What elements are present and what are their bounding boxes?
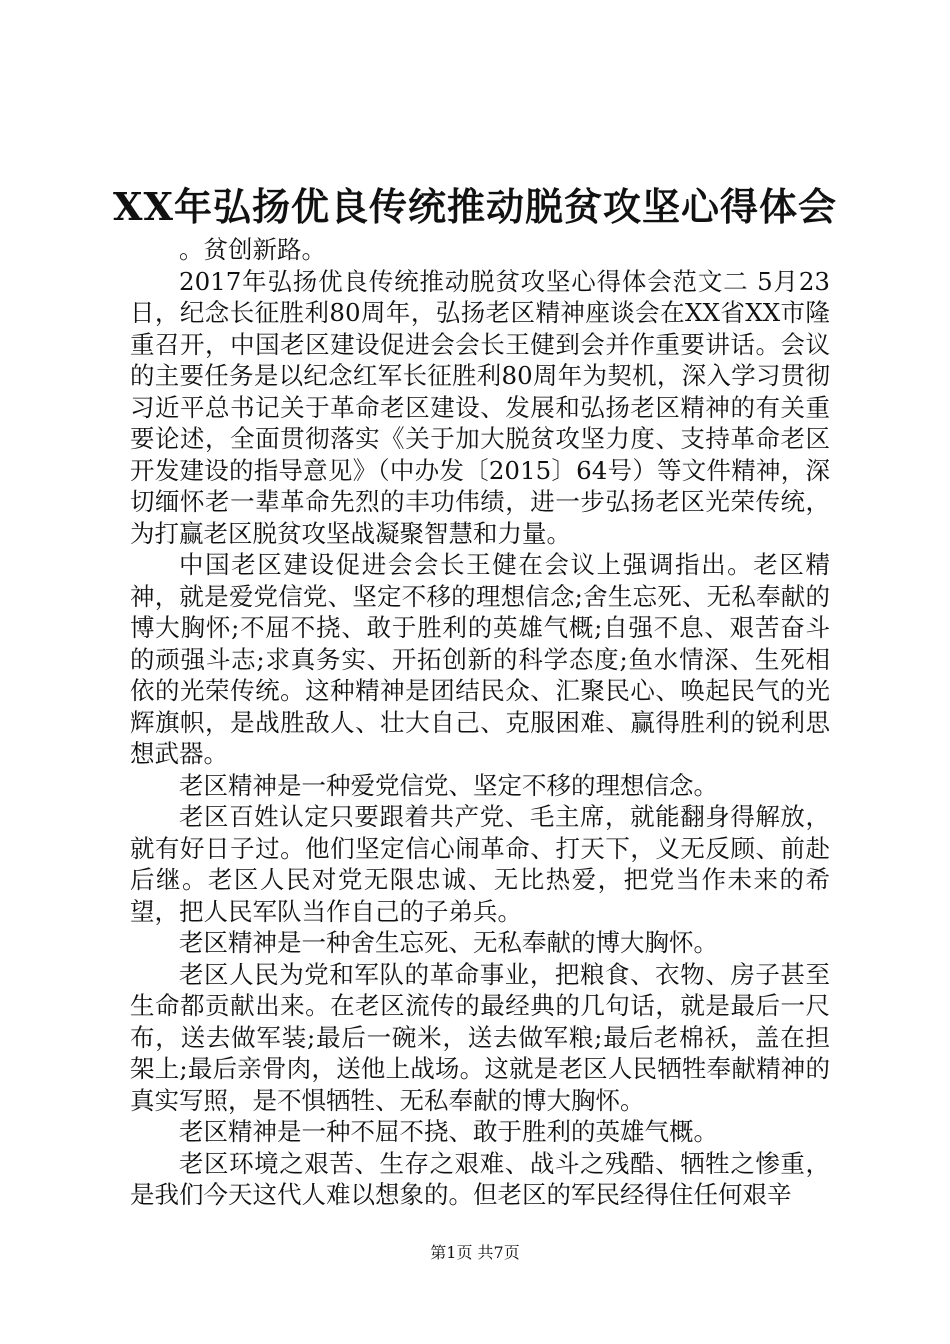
page-number-footer: 第1页 共7页 — [430, 1243, 520, 1262]
paragraph: 2017年弘扬优良传统推动脱贫攻坚心得体会范文二 5月23日，纪念长征胜利80周年，弘扬老区精神座谈会在XX省XX市隆重召开，中国老区建设促进会会长王健到会并作重要讲话。会议的主要任务是以纪念红军长征胜利80周年为契机，深入学习贯彻习近平总书记关于革命老区建设、发展和弘扬老区精神的有关重要论述，全面贯彻落实《关于加大脱贫攻坚力度、支持革命老区开发建设的指导意见》（中办发〔2015〕64号）等文件精神，深切缅怀老一辈革命先烈的丰功伟绩，进一步弘扬老区光荣传统，为打赢老区脱贫攻坚战凝聚智慧和力量。 — [130, 266, 830, 548]
paragraph: 老区百姓认定只要跟着共产党、毛主席，就能翻身得解放，就有好日子过。他们坚定信心闹革命、打天下，义无反顾、前赴后继。老区人民对党无限忠诚、无比热爱，把党当作未来的希望，把人民军队当作自己的子弟兵。 — [130, 802, 830, 926]
paragraph: 。贫创新路。 — [179, 235, 326, 264]
paragraph: 老区人民为党和军队的革命事业，把粮食、衣物、房子甚至生命都贡献出来。在老区流传的最经典的几句话，就是最后一尺布，送去做军装;最后一碗米，送去做军粮;最后老棉袄，盖在担架上;最后亲骨肉，送他上战场。这就是老区人民牺牲奉献精神的真实写照，是不惧牺牲、无私奉献的博大胸怀。 — [130, 959, 830, 1115]
paragraph: 中国老区建设促进会会长王健在会议上强调指出。老区精神，就是爱党信党、坚定不移的理想信念;舍生忘死、无私奉献的博大胸怀;不屈不挠、敢于胜利的英雄气概;自强不息、艰苦奋斗的顽强斗志;求真务实、开拓创新的科学态度;鱼水情深、生死相依的光荣传统。这种精神是团结民众、汇聚民心、唤起民气的光辉旗帜，是战胜敌人、壮大自己、克服困难、赢得胜利的锐利思想武器。 — [130, 550, 830, 768]
paragraph: 老区精神是一种舍生忘死、无私奉献的博大胸怀。 — [179, 928, 718, 957]
paragraph: 老区精神是一种爱党信党、坚定不移的理想信念。 — [179, 770, 718, 800]
document-body — [130, 234, 830, 1211]
document-title: XX年弘扬优良传统推动脱贫攻坚心得体会 — [113, 184, 837, 229]
paragraph: 老区环境之艰苦、生存之艰难、战斗之残酷、牺牲之惨重，是我们今天这代人难以想象的。但老区的军民经得住任何艰辛 — [130, 1148, 830, 1209]
paragraph: 老区精神是一种不屈不挠、敢于胜利的英雄气概。 — [179, 1117, 718, 1146]
